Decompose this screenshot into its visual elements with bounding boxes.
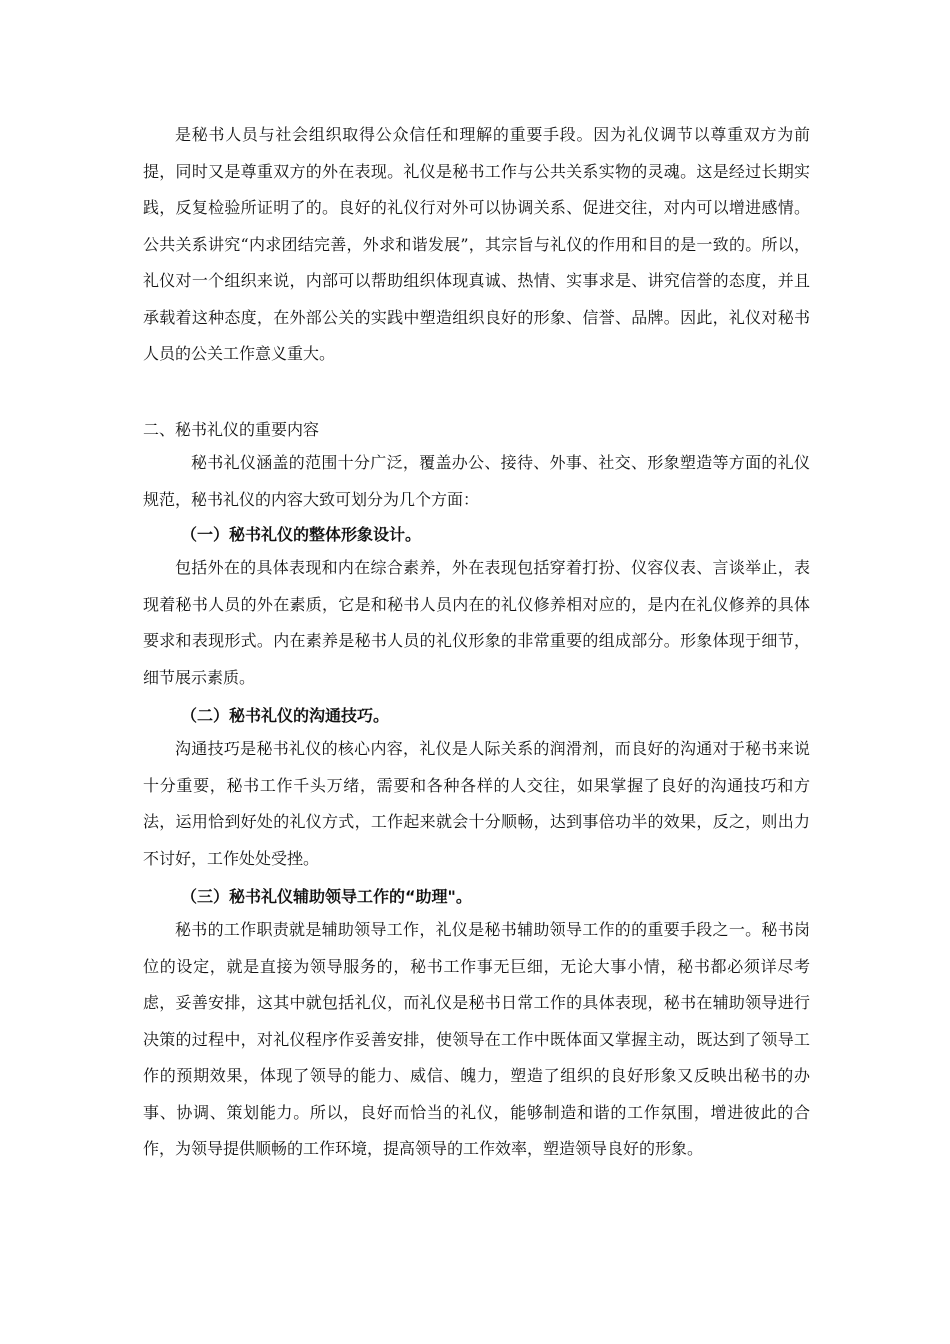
subsection-body-1: 包括外在的具体表现和内在综合素养，外在表现包括穿着打扮、仪容仪表、言谈举止，表现着秘书人员的外在素质，它是和秘书人员内在的礼仪修养相对应的，是内在礼仪修养的具体要求和表现形式。内在素养是秘书人员的礼仪形象的非常重要的组成部分。形象体现于细节，细节展示素质。 [143, 558, 810, 687]
subsection-body-2: 沟通技巧是秘书礼仪的核心内容，礼仪是人际关系的润滑剂，而良好的沟通对于秘书来说十分重要，秘书工作千头万绪，需要和各种各样的人交往，如果掌握了良好的沟通技巧和方法，运用恰到好处的礼仪方式，工作起来就会十分顺畅，达到事倍功半的效果，反之，则出力不讨好，工作处处受挫。 [143, 739, 810, 868]
intro-paragraph: 是秘书人员与社会组织取得公众信任和理解的重要手段。因为礼仪调节以尊重双方为前提，同时又是尊重双方的外在表现。礼仪是秘书工作与公共关系实物的灵魂。这是经过长期实践，反复检验所证明了的。良好的礼仪行对外可以协调关系、促进交往，对内可以增进感情。公共关系讲究“内求团结完善，外求和谐发展”，其宗旨与礼仪的作用和目的是一致的。所以，礼仪对一个组织来说，内部可以帮助组织体现真诚、热情、实事求是、讲究信誉的态度，并且承载着这种态度，在外部公关的实践中塑造组织良好的形象、信誉、品牌。因此，礼仪对秘书人员的公关工作意义重大。 [143, 125, 810, 363]
subsection-heading-3: （三）秘书礼仪辅助领导工作的“助理"。 [181, 887, 472, 906]
subsection-heading-2: （二）秘书礼仪的沟通技巧。 [181, 706, 390, 725]
section-heading: 二、秘书礼仪的重要内容 [143, 420, 320, 439]
subsection-body-3: 秘书的工作职责就是辅助领导工作，礼仪是秘书辅助领导工作的的重要手段之一。秘书岗位的设定，就是直接为领导服务的，秘书工作事无巨细，无论大事小情，秘书都必须详尽考虑，妥善安排，这其中就包括礼仪，而礼仪是秘书日常工作的具体表现，秘书在辅助领导进行决策的过程中，对礼仪程序作妥善安排，使领导在工作中既体面又掌握主动，既达到了领导工作的预期效果，体现了领导的能力、威信、魄力，塑造了组织的良好形象又反映出秘书的办事、协调、策划能力。所以，良好而恰当的礼仪，能够制造和谐的工作氛围，增进彼此的合作，为领导提供顺畅的工作环境，提高领导的工作效率，塑造领导良好的形象。 [143, 920, 810, 1158]
subsection-heading-1: （一）秘书礼仪的整体形象设计。 [181, 525, 422, 544]
section-intro-paragraph: 秘书礼仪涵盖的范围十分广泛，覆盖办公、接待、外事、社交、形象塑造等方面的礼仪规范，秘书礼仪的内容大致可划分为几个方面： [143, 453, 810, 509]
